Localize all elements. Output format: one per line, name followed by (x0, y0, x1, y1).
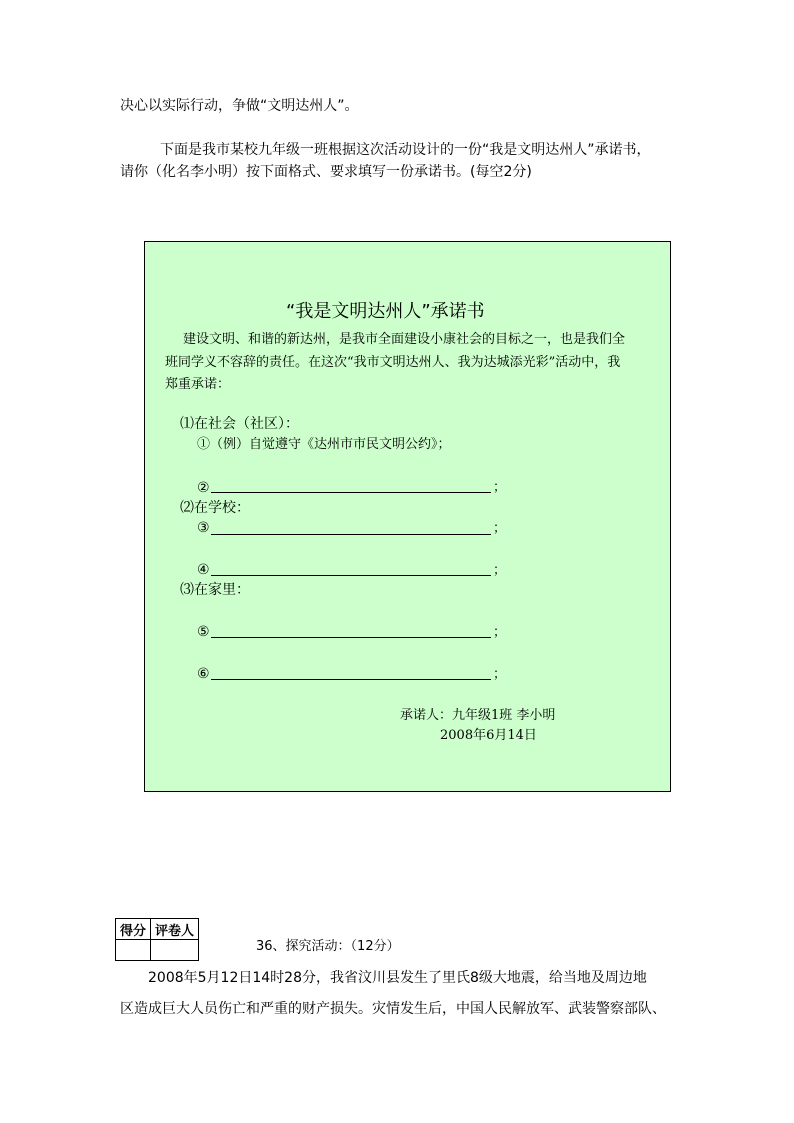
pledge-date: 2008年6月14日 (440, 728, 537, 743)
item-6-blank[interactable] (211, 679, 491, 680)
grader-cell[interactable] (151, 940, 199, 961)
pledge-body-line-3: 郑重承诺： (165, 377, 231, 392)
item-3-number: ③ (197, 520, 210, 536)
score-header: 得分 (116, 919, 151, 940)
section-society: ⑴在社会（社区）： (180, 416, 299, 432)
section-home: ⑶在家里： (180, 582, 250, 598)
item-6-semicolon: ； (493, 667, 507, 682)
item-5-number: ⑤ (197, 624, 210, 640)
pledge-title: “我是文明达州人”承诺书 (286, 301, 485, 322)
signer: 承诺人：九年级1班 李小明 (400, 708, 556, 723)
question-para-line-2: 区造成巨大人员伤亡和严重的财产损失。灾情发生后，中国人民解放军、武装警察部队、 (120, 1001, 666, 1017)
item-1-example: ①（例）自觉遵守《达州市市民文明公约》； (197, 437, 451, 452)
grader-header: 评卷人 (151, 919, 199, 940)
item-2-number: ② (197, 480, 210, 496)
item-4-semicolon: ； (493, 563, 507, 578)
intro-line-1: 决心以实际行动，争做“文明达州人”。 (120, 98, 359, 114)
pledge-body-line-1: 建设文明、和谐的新达州，是我市全面建设小康社会的目标之一，也是我们全 (183, 332, 626, 347)
pledge-body-line-2: 班同学义不容辞的责任。在这次“我市文明达州人、我为达城添光彩”活动中，我 (165, 355, 621, 370)
intro-line-3: 请你（化名李小明）按下面格式、要求填写一份承诺书。(每空2分) (120, 164, 532, 180)
item-2-blank[interactable] (211, 492, 491, 493)
item-3-semicolon: ； (493, 521, 507, 536)
item-3-blank[interactable] (211, 534, 491, 535)
score-table (115, 918, 199, 961)
section-school: ⑵在学校： (180, 500, 250, 516)
intro-line-2: 下面是我市某校九年级一班根据这次活动设计的一份“我是文明达州人”承诺书， (160, 142, 651, 158)
item-5-semicolon: ； (493, 625, 507, 640)
item-2-semicolon: ； (493, 480, 507, 495)
item-6-number: ⑥ (197, 666, 210, 682)
question-para-line-1: 2008年5月12日14时28分，我省汶川县发生了里氏8级大地震，给当地及周边地 (148, 970, 647, 986)
item-4-number: ④ (197, 562, 210, 578)
score-cell[interactable] (116, 940, 151, 961)
item-4-blank[interactable] (211, 575, 491, 576)
question-heading: 36、探究活动：（12分） (256, 939, 400, 954)
pledge-box (144, 241, 671, 792)
item-5-blank[interactable] (211, 637, 491, 638)
